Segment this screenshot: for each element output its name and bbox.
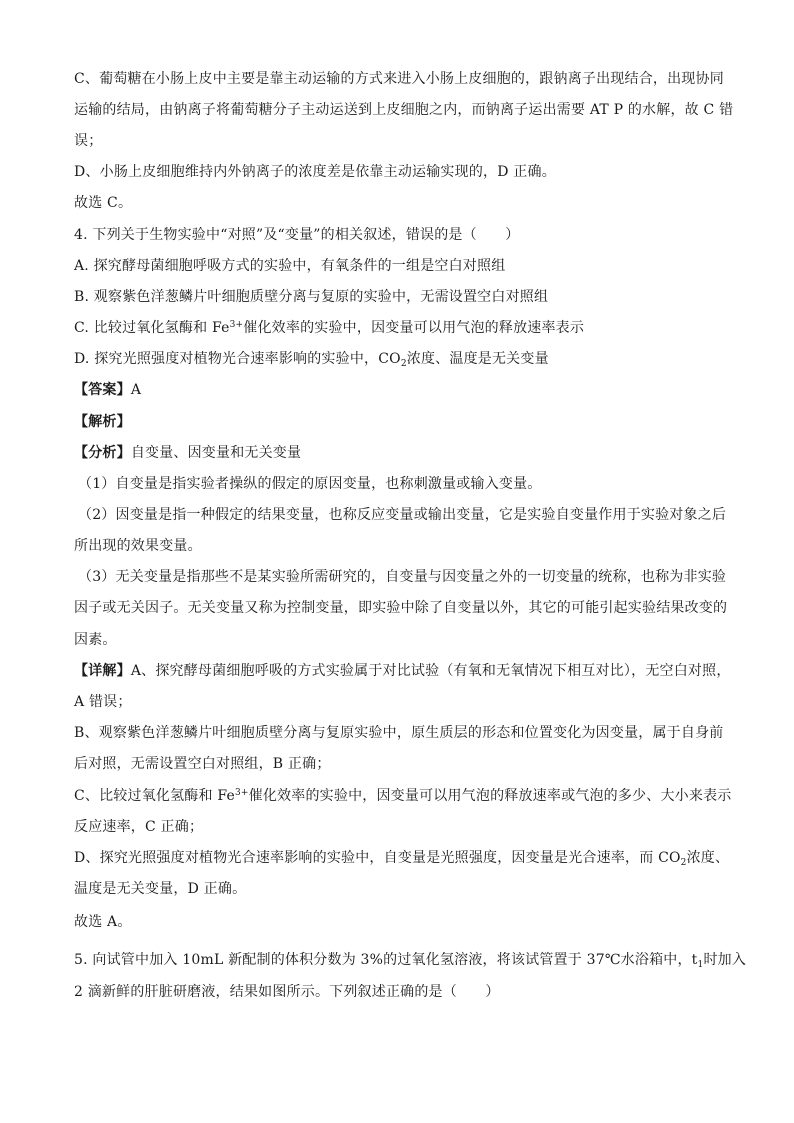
text-run: D、探究光照强度对植物光合速率影响的实验中，自变量是光照强度，因变量是光合速率，而 CO bbox=[74, 850, 681, 866]
text-line: 故选 A。 bbox=[74, 914, 132, 930]
text-line: 因素。 bbox=[74, 632, 117, 648]
superscript: 3+ bbox=[229, 320, 244, 330]
superscript: 3+ bbox=[235, 788, 249, 798]
text-run: D. 探究光照强度对植物光合速率影响的实验中，CO bbox=[74, 351, 401, 367]
text-line: 反应速率，C 正确； bbox=[74, 819, 204, 835]
text-line: C、葡萄糖在小肠上皮中主要是靠主动运输的方式来进入小肠上皮细胞的，跟钠离子出现结合，出现协同 bbox=[74, 71, 724, 87]
text-line: （3）无关变量是指那些不是某实验所需研究的，自变量与因变量之外的一切变量的统称，也称为非实验 bbox=[78, 569, 727, 585]
text-run: A、探究酵母菌细胞呼吸的方式实验属于对比试验（有氧和无氧情况下相互对比），无空白对照， bbox=[130, 663, 731, 679]
option-a: A. 探究酵母菌细胞呼吸方式的实验中，有氧条件的一组是空白对照组 bbox=[74, 258, 506, 274]
text-run: 催化效率的实验中，因变量可以用气泡的释放速率或气泡的多少、大小来表示 bbox=[248, 788, 732, 804]
text-line: A 错误； bbox=[74, 694, 132, 710]
text-run: 自变量、因变量和无关变量 bbox=[130, 445, 302, 461]
text-run: C. 比较过氧化氢酶和 Fe bbox=[74, 320, 230, 336]
text-line: 因子或无关因子。无关变量又称为控制变量，即实验中除了自变量以外，其它的可能引起实验结果改变的 bbox=[74, 600, 728, 616]
text-run: 浓度、 bbox=[686, 850, 730, 866]
detail-heading: 【详解】 bbox=[74, 663, 131, 679]
answer-line bbox=[74, 380, 141, 400]
subscript: 2 bbox=[400, 359, 407, 369]
answer-heading: 【答案】 bbox=[74, 382, 131, 398]
text-run: C、比较过氧化氢酶和 Fe bbox=[74, 788, 235, 804]
subscript: 2 bbox=[680, 858, 687, 868]
analysis-line bbox=[74, 443, 301, 463]
subscript: 1 bbox=[697, 960, 704, 970]
analysis-subheading: 【分析】 bbox=[74, 445, 131, 461]
text-line: D、小肠上皮细胞维持内外钠离子的浓度差是依靠主动运输实现的，D 正确。 bbox=[74, 164, 556, 180]
text-run: 5. 向试管中加入 10mL 新配制的体积分数为 3%的过氧化氢溶液，将该试管置于 37℃水浴箱中，t bbox=[74, 952, 698, 968]
text-line: B、观察紫色洋葱鳞片叶细胞质壁分离与复原实验中，原生质层的形态和位置变化为因变量，属于自身前 bbox=[74, 725, 724, 741]
text-line: 故选 C。 bbox=[74, 195, 133, 211]
text-line: 误； bbox=[74, 133, 103, 149]
text-run: 浓度、温度是无关变量 bbox=[406, 351, 549, 367]
option-b: B. 观察紫色洋葱鳞片叶细胞质壁分离与复原的实验中，无需设置空白对照组 bbox=[74, 289, 549, 305]
text-line: （1）自变量是指实验者操纵的假定的原因变量，也称刺激量或输入变量。 bbox=[78, 476, 542, 492]
option-d bbox=[74, 349, 549, 369]
detail-line bbox=[74, 661, 731, 681]
question-4-stem: 4. 下列关于生物实验中“对照”及“变量”的相关叙述，错误的是（ ） bbox=[74, 227, 520, 243]
text-line: （2）因变量是指一种假定的结果变量，也称反应变量或输出变量，它是实验自变量作用于实验对象之后 bbox=[78, 507, 727, 523]
question-5-stem bbox=[74, 950, 746, 970]
text-line: 后对照，无需设置空白对照组，B 正确； bbox=[74, 756, 331, 772]
text-run: 时加入 bbox=[703, 952, 747, 968]
text-run: 催化效率的实验中，因变量可以用气泡的释放速率表示 bbox=[243, 320, 585, 336]
text-line: 温度是无关变量，D 正确。 bbox=[74, 881, 247, 897]
text-line bbox=[74, 786, 731, 806]
text-line: 所出现的效果变量。 bbox=[74, 538, 202, 554]
text-line bbox=[74, 848, 729, 868]
text-line: 2 滴新鲜的肝脏研磨液，结果如图所示。下列叙述正确的是（ ） bbox=[74, 984, 500, 1000]
text-line: 运输的结局，由钠离子将葡萄糖分子主动运送到上皮细胞之内，而钠离子运出需要 AT P 的水解，故 C 错 bbox=[74, 102, 734, 118]
analysis-heading: 【解析】 bbox=[74, 414, 131, 430]
answer-value: A bbox=[130, 382, 142, 398]
option-c bbox=[74, 318, 584, 338]
